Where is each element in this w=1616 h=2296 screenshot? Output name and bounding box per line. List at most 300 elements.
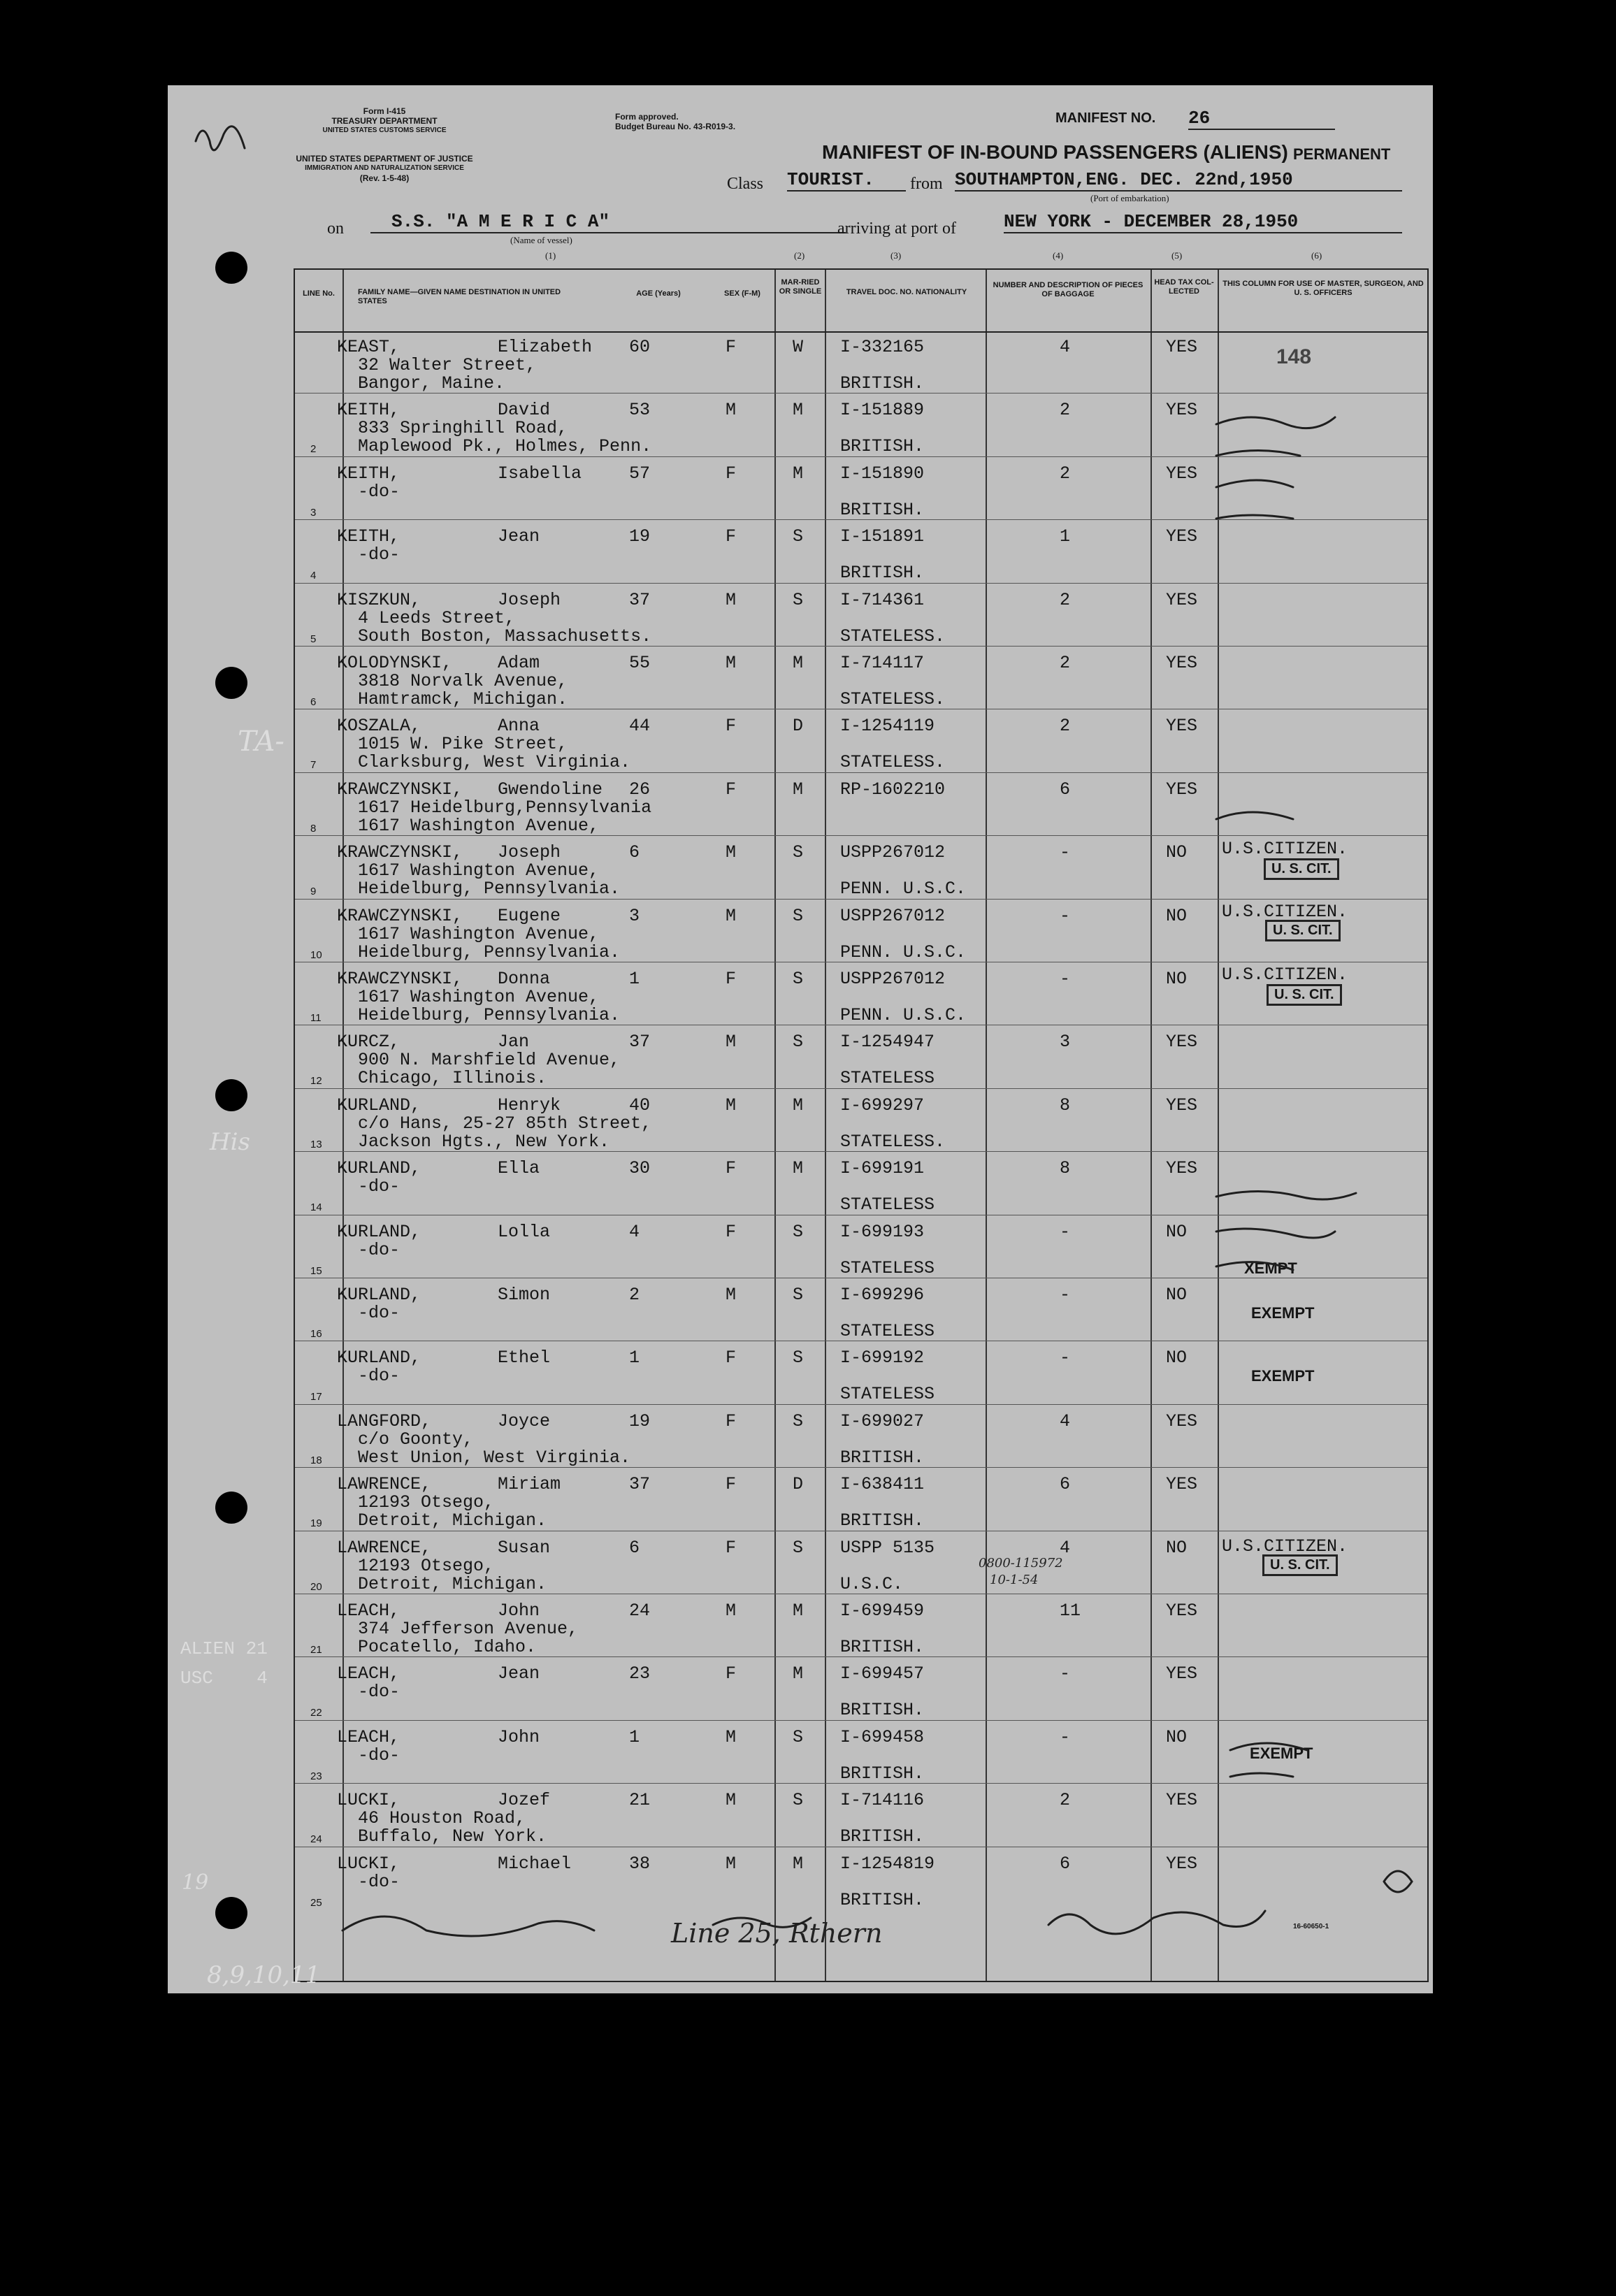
given-name: Jan xyxy=(498,1032,530,1053)
table-row xyxy=(295,1595,1427,1658)
travel-doc: I-638411 xyxy=(840,1474,925,1495)
given-name: Simon xyxy=(498,1285,551,1305)
address-line-2: Heidelburg, Pennsylvania. xyxy=(358,879,621,900)
vessel-name: S.S. "A M E R I C A" xyxy=(370,211,846,233)
line-number: 15 xyxy=(310,1264,322,1277)
line-number: 19 xyxy=(310,1517,322,1530)
address-line-1: 1617 Washington Avenue, xyxy=(358,860,600,881)
given-name: Elizabeth xyxy=(498,337,593,357)
marital-status: M xyxy=(793,1158,804,1179)
family-name: LAWRENCE, xyxy=(337,1537,432,1558)
punch-hole xyxy=(215,667,247,699)
sex: F xyxy=(726,1348,737,1369)
citizen-stamp: U.S.CITIZEN. xyxy=(1222,1536,1348,1557)
exempt-stamp: EXEMPT xyxy=(1251,1304,1315,1322)
age: 37 xyxy=(629,1032,651,1053)
dept-line-1: TREASURY DEPARTMENT xyxy=(331,116,438,126)
nationality: STATELESS. xyxy=(840,1131,946,1152)
line-number: 25 xyxy=(310,1896,322,1909)
address-line-1: 1617 Heidelburg,Pennsylvania xyxy=(358,797,652,818)
line-number: 18 xyxy=(310,1454,322,1466)
given-name: Eugene xyxy=(498,905,561,926)
baggage: 4 xyxy=(1060,337,1071,357)
punch-hole xyxy=(215,1079,247,1111)
head-tax: NO xyxy=(1166,905,1188,926)
given-name: Jean xyxy=(498,1663,540,1684)
citizen-stamp: U.S.CITIZEN. xyxy=(1222,839,1348,859)
age: 1 xyxy=(629,1348,640,1369)
marital-status: M xyxy=(793,653,804,673)
bottom-handwritten-note: Line 25, Rthern xyxy=(671,1918,883,1949)
age: 1 xyxy=(629,969,640,989)
passenger-table xyxy=(294,268,1429,1982)
dept-line-5: (Rev. 1-5-48) xyxy=(359,173,410,183)
budget-bureau: Budget Bureau No. 43-R019-3. xyxy=(615,122,736,131)
family-name: KRAWCZYNSKI, xyxy=(337,842,463,863)
head-tax: NO xyxy=(1166,1726,1188,1747)
baggage: 2 xyxy=(1060,463,1071,484)
manifest-title: MANIFEST OF IN-BOUND PASSENGERS (ALIENS) xyxy=(822,141,1288,163)
sex: F xyxy=(726,716,737,737)
address-line-2: Jackson Hgts., New York. xyxy=(358,1131,610,1152)
permanent-label: PERMANENT xyxy=(1293,145,1391,163)
head-tax: NO xyxy=(1166,1285,1188,1305)
given-name: Adam xyxy=(498,653,540,673)
baggage: - xyxy=(1060,1348,1071,1369)
family-name: KEITH, xyxy=(337,400,401,421)
nationality: PENN. U.S.C. xyxy=(840,1005,967,1025)
head-tax: NO xyxy=(1166,1537,1188,1558)
marital-status: S xyxy=(793,842,804,863)
col-header-sex: SEX (F-M) xyxy=(724,289,760,298)
sex: F xyxy=(726,779,737,800)
address-line-1: c/o Goonty, xyxy=(358,1429,474,1450)
manifest-page xyxy=(168,85,1433,1993)
sex: F xyxy=(726,969,737,989)
nationality: BRITISH. xyxy=(840,1826,925,1847)
head-tax: YES xyxy=(1166,1474,1198,1495)
given-name: Miriam xyxy=(498,1474,561,1495)
nationality: STATELESS xyxy=(840,1194,935,1215)
sex: M xyxy=(726,1285,737,1305)
column-number-4: (4) xyxy=(1053,250,1064,261)
nationality: PENN. U.S.C. xyxy=(840,941,967,962)
nationality: STATELESS. xyxy=(840,626,946,647)
line-number: 4 xyxy=(310,570,317,582)
head-tax: YES xyxy=(1166,1790,1198,1811)
citizen-box-stamp: U. S. CIT. xyxy=(1264,858,1339,880)
manifest-label: MANIFEST NO. xyxy=(1055,110,1156,126)
family-name: KURLAND, xyxy=(337,1285,421,1305)
manifest-number: 26 xyxy=(1188,108,1335,130)
marital-status: S xyxy=(793,1726,804,1747)
address-line-1: -do- xyxy=(358,1176,401,1197)
given-name: Ethel xyxy=(498,1348,551,1369)
age: 37 xyxy=(629,589,651,610)
baggage: 2 xyxy=(1060,653,1071,673)
line-number: 5 xyxy=(310,633,317,645)
marital-status: S xyxy=(793,1348,804,1369)
marital-status: S xyxy=(793,1285,804,1305)
age: 4 xyxy=(629,1221,640,1242)
address-line-1: 3818 Norvalk Avenue, xyxy=(358,671,568,691)
sex: F xyxy=(726,1158,737,1179)
given-name: John xyxy=(498,1601,540,1621)
marital-status: M xyxy=(793,400,804,421)
table-row xyxy=(295,710,1427,773)
line-number: 24 xyxy=(310,1833,322,1846)
baggage: - xyxy=(1060,1221,1071,1242)
margin-number-note: 19 xyxy=(182,1870,209,1895)
given-name: Jean xyxy=(498,526,540,547)
age: 1 xyxy=(629,1726,640,1747)
address-line-2: Detroit, Michigan. xyxy=(358,1510,547,1531)
sex: M xyxy=(726,1853,737,1874)
family-name: KOLODYNSKI, xyxy=(337,653,453,673)
nationality: BRITISH. xyxy=(840,1637,925,1657)
sex: F xyxy=(726,1474,737,1495)
travel-doc: USPP 5135 xyxy=(840,1537,935,1558)
table-row xyxy=(295,1090,1427,1153)
table-row xyxy=(295,1784,1427,1847)
given-name: Susan xyxy=(498,1537,551,1558)
baggage: - xyxy=(1060,842,1071,863)
travel-doc: RP-1602210 xyxy=(840,779,946,800)
footer-code: 16-60650-1 xyxy=(1293,1923,1329,1930)
head-tax: YES xyxy=(1166,1095,1198,1115)
sex: F xyxy=(726,1537,737,1558)
address-line-2: Pocatello, Idaho. xyxy=(358,1637,537,1657)
baggage: 2 xyxy=(1060,1790,1071,1811)
travel-doc: USPP267012 xyxy=(840,969,946,989)
address-line-2: Chicago, Illinois. xyxy=(358,1068,547,1089)
travel-doc: I-699191 xyxy=(840,1158,925,1179)
age: 30 xyxy=(629,1158,651,1179)
head-tax: NO xyxy=(1166,1221,1188,1242)
sex: M xyxy=(726,589,737,610)
citizen-box-stamp: U. S. CIT. xyxy=(1267,984,1342,1006)
family-name: KURCZ, xyxy=(337,1032,401,1053)
line-number: 10 xyxy=(310,948,322,961)
travel-doc: USPP267012 xyxy=(840,905,946,926)
address-line-2: Maplewood Pk., Holmes, Penn. xyxy=(358,436,652,457)
nationality: BRITISH. xyxy=(840,373,925,394)
column-number-6: (6) xyxy=(1311,250,1322,261)
head-tax: YES xyxy=(1166,716,1198,737)
baggage: - xyxy=(1060,1285,1071,1305)
marital-status: M xyxy=(793,1663,804,1684)
nationality: BRITISH. xyxy=(840,1510,925,1531)
dept-line-4: IMMIGRATION AND NATURALIZATION SERVICE xyxy=(305,164,464,172)
punch-hole xyxy=(215,252,247,284)
col-header-baggage: NUMBER AND DESCRIPTION OF PIECES OF BAGGAGE xyxy=(993,281,1144,298)
given-name: Anna xyxy=(498,716,540,737)
head-tax: YES xyxy=(1166,1853,1198,1874)
address-line-1: 4 Leeds Street, xyxy=(358,607,516,628)
given-name: Michael xyxy=(498,1853,572,1874)
sex: M xyxy=(726,1095,737,1115)
baggage: 6 xyxy=(1060,1853,1071,1874)
sex: M xyxy=(726,1032,737,1053)
baggage: - xyxy=(1060,969,1071,989)
baggage: 8 xyxy=(1060,1158,1071,1179)
marital-status: M xyxy=(793,1601,804,1621)
travel-doc: I-699457 xyxy=(840,1663,925,1684)
given-name: Ella xyxy=(498,1158,540,1179)
form-number: Form I-415 xyxy=(363,106,406,116)
travel-doc: I-699193 xyxy=(840,1221,925,1242)
address-line-1: -do- xyxy=(358,1745,401,1766)
nationality: STATELESS. xyxy=(840,752,946,773)
line-number: 16 xyxy=(310,1328,322,1340)
baggage: 2 xyxy=(1060,716,1071,737)
sex: M xyxy=(726,905,737,926)
port-caption: (Port of embarkation) xyxy=(1090,193,1169,203)
age: 55 xyxy=(629,653,651,673)
arriving-value: NEW YORK - DECEMBER 28,1950 xyxy=(1004,211,1402,233)
marital-status: M xyxy=(793,779,804,800)
nationality: U.S.C. xyxy=(840,1573,904,1594)
col-header-age: AGE (Years) xyxy=(636,289,681,298)
address-line-2: Bangor, Maine. xyxy=(358,373,505,394)
table-row xyxy=(295,458,1427,521)
col-header-headtax: HEAD TAX COL-LECTED xyxy=(1154,278,1214,296)
given-name: Isabella xyxy=(498,463,582,484)
sex: F xyxy=(726,1221,737,1242)
head-tax: YES xyxy=(1166,653,1198,673)
baggage: 6 xyxy=(1060,1474,1071,1495)
margin-alien-count: ALIEN 21 xyxy=(180,1638,268,1659)
travel-doc: I-1254947 xyxy=(840,1032,935,1053)
baggage: - xyxy=(1060,905,1071,926)
class-value: TOURIST. xyxy=(787,169,906,192)
col-header-married: MAR-RIED OR SINGLE xyxy=(779,278,822,296)
dept-line-2: UNITED STATES CUSTOMS SERVICE xyxy=(322,127,447,134)
nationality: BRITISH. xyxy=(840,1889,925,1910)
nationality: BRITISH. xyxy=(840,1447,925,1468)
dept-line-3: UNITED STATES DEPARTMENT OF JUSTICE xyxy=(296,154,473,164)
family-name: KURLAND, xyxy=(337,1095,421,1115)
head-tax: NO xyxy=(1166,842,1188,863)
margin-usc-count: USC 4 xyxy=(180,1668,268,1689)
form-approved: Form approved. xyxy=(615,112,679,122)
table-row xyxy=(295,1848,1427,1911)
age: 40 xyxy=(629,1095,651,1115)
given-name: Gwendoline xyxy=(498,779,603,800)
age: 38 xyxy=(629,1853,651,1874)
age: 57 xyxy=(629,463,651,484)
line-number: 8 xyxy=(310,822,317,835)
marital-status: D xyxy=(793,716,804,737)
age: 60 xyxy=(629,337,651,357)
nationality: BRITISH. xyxy=(840,1763,925,1784)
head-tax: YES xyxy=(1166,526,1198,547)
nationality: BRITISH. xyxy=(840,1700,925,1721)
line-number: 22 xyxy=(310,1707,322,1719)
nationality: STATELESS. xyxy=(840,689,946,709)
line-number: 11 xyxy=(310,1012,322,1024)
on-label: on xyxy=(327,219,344,238)
baggage: 3 xyxy=(1060,1032,1071,1053)
head-tax: YES xyxy=(1166,400,1198,421)
marital-status: S xyxy=(793,1790,804,1811)
marital-status: M xyxy=(793,463,804,484)
baggage: 2 xyxy=(1060,589,1071,610)
column-number-2: (2) xyxy=(794,250,805,261)
travel-doc: I-714117 xyxy=(840,653,925,673)
travel-doc: I-699296 xyxy=(840,1285,925,1305)
table-row xyxy=(295,647,1427,710)
initials-mark xyxy=(196,127,245,150)
marital-status: S xyxy=(793,526,804,547)
family-name: LAWRENCE, xyxy=(337,1474,432,1495)
line-number: 9 xyxy=(310,886,317,898)
travel-doc: I-1254119 xyxy=(840,716,935,737)
given-name: John xyxy=(498,1726,540,1747)
travel-doc: I-714361 xyxy=(840,589,925,610)
given-name: David xyxy=(498,400,551,421)
family-name: KISZKUN, xyxy=(337,589,421,610)
baggage: 4 xyxy=(1060,1537,1071,1558)
age: 44 xyxy=(629,716,651,737)
baggage: - xyxy=(1060,1663,1071,1684)
given-name: Joseph xyxy=(498,589,561,610)
line-number: 12 xyxy=(310,1075,322,1088)
marital-status: S xyxy=(793,1410,804,1431)
nationality: STATELESS xyxy=(840,1257,935,1278)
nationality: PENN. U.S.C. xyxy=(840,879,967,900)
line-number: 21 xyxy=(310,1644,322,1656)
age: 53 xyxy=(629,400,651,421)
exempt-stamp: XEMPT xyxy=(1244,1259,1297,1277)
marital-status: W xyxy=(793,337,804,357)
line-number: 14 xyxy=(310,1201,322,1214)
address-line-1: 374 Jefferson Avenue, xyxy=(358,1619,579,1639)
from-value: SOUTHAMPTON,ENG. DEC. 22nd,1950 xyxy=(955,169,1402,192)
family-name: KEITH, xyxy=(337,463,401,484)
column-number-3: (3) xyxy=(890,250,902,261)
family-name: LEACH, xyxy=(337,1601,401,1621)
head-tax: YES xyxy=(1166,1158,1198,1179)
marital-status: S xyxy=(793,905,804,926)
head-tax: YES xyxy=(1166,337,1198,357)
age: 6 xyxy=(629,1537,640,1558)
column-number-5: (5) xyxy=(1171,250,1183,261)
margin-lines-note: 8,9,10,11 xyxy=(207,1961,321,1989)
sex: M xyxy=(726,400,737,421)
table-row xyxy=(295,584,1427,647)
address-line-1: 1617 Washington Avenue, xyxy=(358,987,600,1007)
travel-doc: I-332165 xyxy=(840,337,925,357)
head-tax: YES xyxy=(1166,1410,1198,1431)
age: 19 xyxy=(629,1410,651,1431)
line-number: 3 xyxy=(310,506,317,519)
travel-doc: I-151891 xyxy=(840,526,925,547)
vessel-caption: (Name of vessel) xyxy=(510,235,572,245)
family-name: LUCKI, xyxy=(337,1853,401,1874)
address-line-2: Buffalo, New York. xyxy=(358,1826,547,1847)
col-header-travel: TRAVEL DOC. NO. NATIONALITY xyxy=(846,288,967,296)
col-header-line: LINE No. xyxy=(303,289,335,298)
address-line-1: 12193 Otsego, xyxy=(358,1555,495,1576)
nationality: BRITISH. xyxy=(840,436,925,457)
family-name: LEACH, xyxy=(337,1726,401,1747)
nationality: STATELESS xyxy=(840,1068,935,1089)
travel-doc: I-714116 xyxy=(840,1790,925,1811)
address-line-2: 1617 Washington Avenue, xyxy=(358,815,600,836)
citizen-stamp: U.S.CITIZEN. xyxy=(1222,902,1348,922)
marital-status: S xyxy=(793,589,804,610)
address-line-1: 1617 Washington Avenue, xyxy=(358,923,600,944)
line-number: 20 xyxy=(310,1580,322,1593)
age: 2 xyxy=(629,1285,640,1305)
baggage: 4 xyxy=(1060,1410,1071,1431)
marital-status: S xyxy=(793,1537,804,1558)
col-header-officers: THIS COLUMN FOR USE OF MASTER, SURGEON, AND U. S. OFFICERS xyxy=(1222,280,1424,297)
marital-status: M xyxy=(793,1095,804,1115)
line-number: 6 xyxy=(310,696,317,708)
age: 26 xyxy=(629,779,651,800)
baggage: 8 xyxy=(1060,1095,1071,1115)
age: 19 xyxy=(629,526,651,547)
citizen-box-stamp: U. S. CIT. xyxy=(1262,1554,1338,1576)
address-line-1: 46 Houston Road, xyxy=(358,1808,526,1829)
travel-doc: I-699458 xyxy=(840,1726,925,1747)
address-line-1: 833 Springhill Road, xyxy=(358,418,568,439)
travel-doc: I-151889 xyxy=(840,400,925,421)
nationality: BRITISH. xyxy=(840,499,925,520)
punch-hole xyxy=(215,1492,247,1524)
family-name: LEACH, xyxy=(337,1663,401,1684)
address-line-1: -do- xyxy=(358,481,401,502)
address-line-1: 900 N. Marshfield Avenue, xyxy=(358,1050,621,1071)
table-row xyxy=(295,1153,1427,1215)
table-row xyxy=(295,521,1427,584)
sex: M xyxy=(726,1790,737,1811)
head-tax: NO xyxy=(1166,969,1188,989)
column-number-1: (1) xyxy=(545,250,556,261)
sex: F xyxy=(726,463,737,484)
address-line-1: -do- xyxy=(358,1871,401,1892)
table-row xyxy=(295,331,1427,394)
address-line-1: -do- xyxy=(358,1366,401,1387)
family-name: LUCKI, xyxy=(337,1790,401,1811)
line-number: 2 xyxy=(310,443,317,456)
line-number: 7 xyxy=(310,759,317,772)
address-line-1: 32 Walter Street, xyxy=(358,355,537,375)
punch-hole xyxy=(215,1897,247,1929)
address-line-2: Hamtramck, Michigan. xyxy=(358,689,568,709)
baggage: 6 xyxy=(1060,779,1071,800)
address-line-1: -do- xyxy=(358,544,401,565)
col-header-name: FAMILY NAME—GIVEN NAME DESTINATION IN UNITED STATES xyxy=(358,288,561,305)
sex: F xyxy=(726,337,737,357)
marital-status: S xyxy=(793,969,804,989)
citizen-stamp: U.S.CITIZEN. xyxy=(1222,965,1348,985)
address-line-2: Heidelburg, Pennsylvania. xyxy=(358,941,621,962)
age: 3 xyxy=(629,905,640,926)
family-name: KURLAND, xyxy=(337,1221,421,1242)
age: 21 xyxy=(629,1790,651,1811)
sex: M xyxy=(726,1726,737,1747)
travel-doc: USPP267012 xyxy=(840,842,946,863)
exempt-stamp: EXEMPT xyxy=(1250,1745,1313,1762)
age: 23 xyxy=(629,1663,651,1684)
given-name: Joseph xyxy=(498,842,561,863)
address-line-1: -do- xyxy=(358,1682,401,1703)
nationality: STATELESS xyxy=(840,1321,935,1341)
line-number: 13 xyxy=(310,1138,322,1150)
